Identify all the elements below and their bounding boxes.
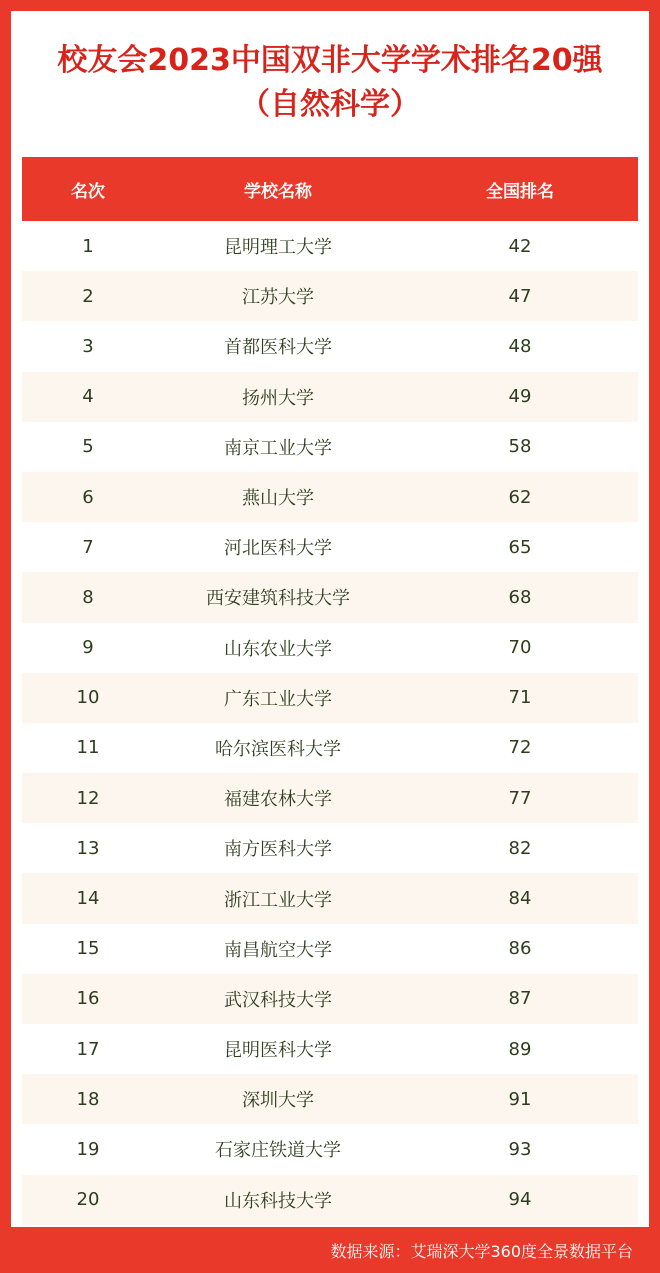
national-rank-cell: 47 [508,285,532,307]
rank-cell: 4 [82,386,94,408]
school-cell: 昆明医科大学 [224,1040,332,1062]
table-row [22,773,638,823]
rank-cell: 3 [82,335,94,357]
table-row [22,572,638,622]
national-rank-cell: 62 [508,486,532,508]
school-cell: 山东科技大学 [224,1190,332,1212]
rank-cell: 7 [82,536,94,558]
rank-cell: 10 [76,687,100,709]
table-header [22,157,638,221]
school-cell: 南京工业大学 [224,437,332,459]
rank-cell: 17 [76,1038,100,1060]
rank-cell: 12 [76,787,100,809]
national-rank-cell: 91 [508,1088,532,1110]
national-rank-cell: 70 [508,637,532,659]
table-row [22,823,638,873]
table-row [22,372,638,422]
national-rank-cell: 58 [508,436,532,458]
table-row [22,271,638,321]
school-cell: 首都医科大学 [224,337,332,359]
table-row [22,623,638,673]
table-row [22,974,638,1024]
national-rank-cell: 93 [508,1138,532,1160]
table-row [22,321,638,371]
national-rank-cell: 82 [508,837,532,859]
national-rank-cell: 42 [508,235,532,257]
table-row [22,673,638,723]
rank-cell: 14 [76,888,100,910]
school-cell: 昆明理工大学 [224,237,332,259]
table-row [22,1074,638,1124]
rank-cell: 20 [76,1189,100,1211]
header-rank: 名次 [71,181,105,202]
school-cell: 深圳大学 [242,1090,314,1112]
school-cell: 浙江工业大学 [224,889,332,911]
school-cell: 西安建筑科技大学 [206,588,350,610]
school-cell: 武汉科技大学 [224,989,332,1011]
school-cell: 扬州大学 [242,387,314,409]
rank-cell: 15 [76,938,100,960]
rank-cell: 16 [76,988,100,1010]
table-row [22,522,638,572]
school-cell: 山东农业大学 [224,638,332,660]
table-row [22,472,638,522]
source-footer [11,1227,649,1273]
rank-cell: 8 [82,586,94,608]
rank-cell: 18 [76,1088,100,1110]
national-rank-cell: 86 [508,938,532,960]
school-cell: 广东工业大学 [224,688,332,710]
table-row [22,1175,638,1225]
national-rank-cell: 84 [508,888,532,910]
school-cell: 石家庄铁道大学 [215,1140,341,1162]
rank-cell: 19 [76,1138,100,1160]
national-rank-cell: 94 [508,1189,532,1211]
national-rank-cell: 72 [508,737,532,759]
national-rank-cell: 89 [508,1038,532,1060]
national-rank-cell: 49 [508,386,532,408]
ranking-table [22,157,638,1225]
rank-cell: 5 [82,436,94,458]
table-row [22,1024,638,1074]
table-row [22,422,638,472]
rank-cell: 13 [76,837,100,859]
national-rank-cell: 87 [508,988,532,1010]
source-text: 数据来源：艾瑞深大学360度全景数据平台 [330,1241,633,1261]
school-cell: 福建农林大学 [224,789,332,811]
table-row [22,873,638,923]
table-row [22,723,638,773]
national-rank-cell: 71 [508,687,532,709]
national-rank-cell: 68 [508,586,532,608]
table-row [22,221,638,271]
page-title [11,39,649,127]
rank-cell: 6 [82,486,94,508]
table-row [22,924,638,974]
header-school: 学校名称 [244,181,312,202]
school-cell: 南方医科大学 [224,839,332,861]
title-line-2: （自然科学） [240,87,420,122]
rank-cell: 11 [76,737,100,759]
national-rank-cell: 48 [508,335,532,357]
rank-cell: 9 [82,637,94,659]
header-national-rank: 全国排名 [486,181,554,202]
school-cell: 南昌航空大学 [224,939,332,961]
rank-cell: 2 [82,285,94,307]
school-cell: 哈尔滨医科大学 [215,738,341,760]
table-body [22,221,638,1225]
national-rank-cell: 65 [508,536,532,558]
national-rank-cell: 77 [508,787,532,809]
title-line-1: 校友会2023中国双非大学学术排名20强 [57,43,603,78]
school-cell: 燕山大学 [242,488,314,510]
rank-cell: 1 [82,235,94,257]
table-row [22,1124,638,1174]
school-cell: 河北医科大学 [224,538,332,560]
school-cell: 江苏大学 [242,287,314,309]
